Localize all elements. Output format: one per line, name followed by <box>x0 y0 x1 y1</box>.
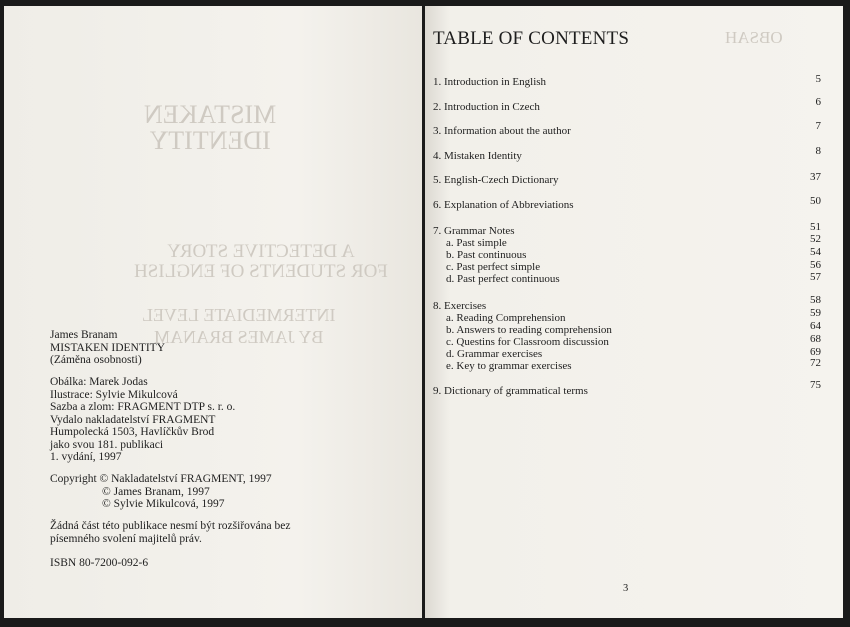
toc-entry-page: 5 <box>815 73 821 85</box>
toc-entry-page: 54 <box>810 246 821 258</box>
toc-entry-page: 57 <box>810 271 821 283</box>
toc-entry-title: b. Answers to reading comprehension <box>446 324 612 336</box>
toc-entry-title: 3. Information about the author <box>433 125 571 137</box>
toc-entry-page: 64 <box>810 320 821 332</box>
toc-entry-title: 5. English-Czech Dictionary <box>433 174 559 186</box>
toc-entry-page: 7 <box>815 120 821 132</box>
toc-entry-title: 2. Introduction in Czech <box>433 101 540 113</box>
credits-block <box>50 376 235 464</box>
right-page <box>425 6 843 618</box>
toc-entry-page: 59 <box>810 307 821 319</box>
toc-entry-title: 9. Dictionary of grammatical terms <box>433 385 588 397</box>
credit-line: jako svou 181. publikaci <box>50 438 164 451</box>
notice-line: písemného svolení majitelů práv. <box>50 532 202 545</box>
toc-entry-title: a. Past simple <box>446 237 507 249</box>
bleed-through-level: INTERMEDIATE LEVEL BY JAMES BRANAM <box>142 305 336 347</box>
page-number: 3 <box>623 583 629 594</box>
isbn: ISBN 80-7200-092-6 <box>50 557 149 569</box>
toc-entry-page: 8 <box>815 145 821 157</box>
toc-entry-page: 72 <box>810 357 821 369</box>
toc-entry-page: 37 <box>810 171 821 183</box>
toc-entry-page: 69 <box>810 346 821 358</box>
toc-entry-page: 6 <box>815 96 821 108</box>
toc-entry-page: 68 <box>810 333 821 345</box>
credit-line: Humpolecká 1503, Havlíčkův Brod <box>50 426 215 438</box>
czech-title-line: (Záměna osobnosti) <box>50 354 142 366</box>
toc-entry-title: c. Questins for Classroom discussion <box>446 336 609 348</box>
toc-entry-page: 52 <box>810 233 821 245</box>
rights-notice <box>50 520 290 545</box>
bleed-through-title: MISTAKEN IDENTITY <box>144 100 277 155</box>
toc-entry-page: 51 <box>810 221 821 233</box>
page-title: TABLE OF CONTENTS <box>433 28 630 49</box>
credit-line: Vydalo nakladatelství FRAGMENT <box>50 413 216 426</box>
toc-entry-page: 58 <box>810 294 821 306</box>
toc-entry-title: 7. Grammar Notes <box>433 225 515 237</box>
author-line: James Branam <box>50 329 118 341</box>
toc-entry-page: 75 <box>810 379 821 391</box>
toc-entry-page: 50 <box>810 195 821 207</box>
book-title-line: MISTAKEN IDENTITY <box>50 341 166 354</box>
copyright-line: Copyright © Nakladatelství FRAGMENT, 1997 <box>50 473 272 485</box>
credit-line: 1. vydání, 1997 <box>50 451 122 463</box>
imprint-block <box>50 329 165 367</box>
toc-entry-title: c. Past perfect simple <box>446 261 541 273</box>
credit-line: Sazba a zlom: FRAGMENT DTP s. r. o. <box>50 401 236 413</box>
toc-entry-title: e. Key to grammar exercises <box>446 360 572 372</box>
left-page <box>4 6 422 618</box>
bleed-through-heading: OBSAH <box>725 28 783 47</box>
toc-entry-title: 1. Introduction in English <box>433 76 547 88</box>
toc-entry-title: a. Reading Comprehension <box>446 312 566 324</box>
notice-line: Žádná část této publikace nesmí být rozšiřována bez <box>50 520 291 532</box>
toc-entry-title: 6. Explanation of Abbreviations <box>433 199 574 211</box>
copyright-line: © James Branam, 1997 <box>102 485 210 498</box>
toc-entry-title: 8. Exercises <box>433 300 487 312</box>
credit-line: Obálka: Marek Jodas <box>50 376 148 388</box>
toc-entry-title: b. Past continuous <box>446 249 527 261</box>
copyright-line: © Sylvie Mikulcová, 1997 <box>102 498 225 510</box>
copyright-block <box>50 473 272 511</box>
bleed-through-subtitle: A DETECTIVE STORY FOR STUDENTS OF ENGLISH <box>134 241 388 282</box>
toc-entry-title: 4. Mistaken Identity <box>433 150 522 162</box>
credit-line: Ilustrace: Sylvie Mikulcová <box>50 388 178 401</box>
toc-entry-title: d. Past perfect continuous <box>446 273 560 285</box>
toc-entry-page: 56 <box>810 259 821 271</box>
toc-entry-title: d. Grammar exercises <box>446 348 543 360</box>
